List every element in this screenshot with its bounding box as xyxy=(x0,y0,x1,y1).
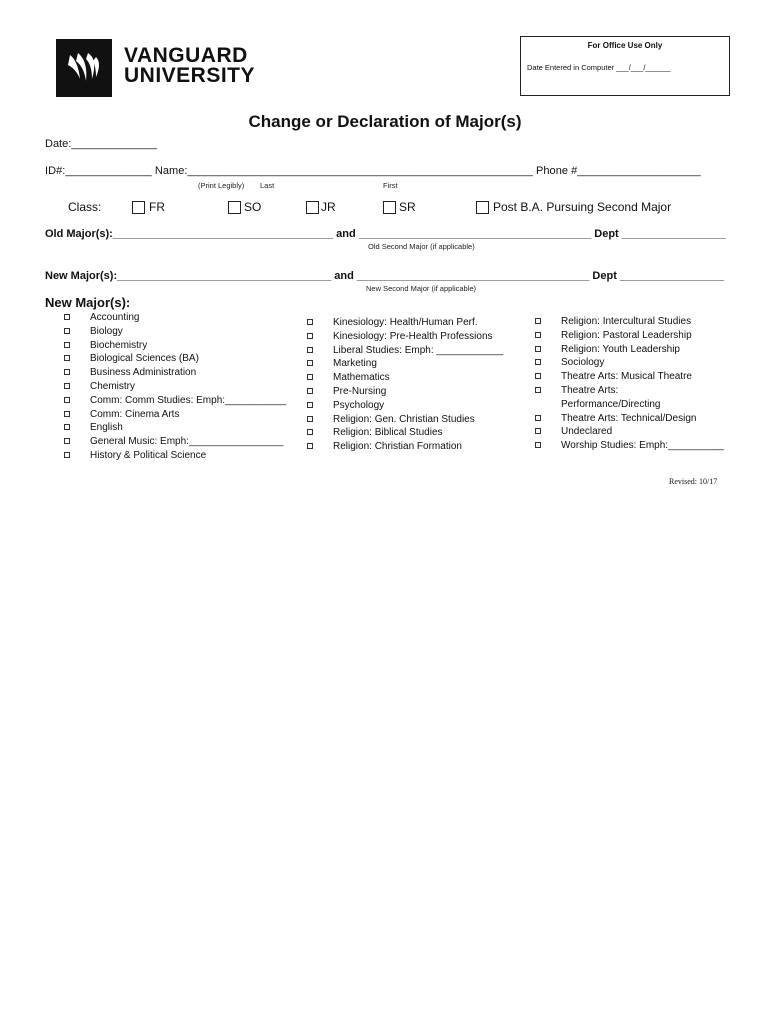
checkbox-icon[interactable] xyxy=(64,369,70,375)
major-label: Performance/Directing xyxy=(561,398,661,410)
major-label: History & Political Science xyxy=(90,449,207,461)
major-label: Religion: Pastoral Leadership xyxy=(561,329,692,341)
major-option[interactable] xyxy=(307,440,503,454)
major-label: Psychology xyxy=(333,399,385,411)
majors-column-1 xyxy=(64,311,286,463)
university-name-line1: VANGUARD xyxy=(124,44,248,67)
class-sr-checkbox[interactable] xyxy=(383,201,396,214)
major-label: Pre-Nursing xyxy=(333,385,387,397)
major-label: Theatre Arts: Technical/Design xyxy=(561,412,697,424)
new-majors-heading: New Major(s): xyxy=(45,295,131,310)
flame-wings-icon xyxy=(56,39,112,97)
major-label: Religion: Biblical Studies xyxy=(333,427,443,439)
major-option[interactable] xyxy=(535,412,724,426)
university-logo-mark xyxy=(56,39,112,97)
major-option[interactable] xyxy=(64,408,286,422)
class-postba-checkbox[interactable] xyxy=(476,201,489,214)
class-fr-checkbox[interactable] xyxy=(132,201,145,214)
major-option[interactable] xyxy=(535,439,724,453)
checkbox-icon[interactable] xyxy=(307,333,313,339)
major-label: Religion: Youth Leadership xyxy=(561,343,680,355)
major-label: English xyxy=(90,422,123,434)
checkbox-icon[interactable] xyxy=(64,383,70,389)
major-label: Accounting xyxy=(90,312,140,323)
name-hint-print: (Print Legibly) xyxy=(198,181,245,190)
checkbox-icon[interactable] xyxy=(64,438,70,444)
major-label: Worship Studies: Emph:__________ xyxy=(561,440,724,452)
old-major-line[interactable]: Old Major(s):____________________________________ and ______________________________________ Dept _________________ xyxy=(45,228,726,240)
major-option[interactable] xyxy=(307,426,503,440)
major-label: Kinesiology: Health/Human Perf. xyxy=(333,317,478,328)
major-label: Religion: Christian Formation xyxy=(333,441,462,453)
major-option[interactable] xyxy=(64,394,286,408)
checkbox-icon[interactable] xyxy=(535,359,541,365)
major-label: Biological Sciences (BA) xyxy=(90,353,199,365)
majors-column-2 xyxy=(307,316,503,454)
major-option[interactable] xyxy=(64,435,286,449)
major-option[interactable] xyxy=(307,385,503,399)
class-jr-label: JR xyxy=(321,200,336,214)
name-hint-last: Last xyxy=(260,181,275,190)
major-label: Theatre Arts: xyxy=(561,384,619,396)
major-label: Sociology xyxy=(561,357,605,369)
major-option[interactable] xyxy=(64,449,286,463)
major-label: Biology xyxy=(90,325,123,337)
major-option[interactable] xyxy=(307,316,503,330)
university-name xyxy=(124,46,255,86)
major-option[interactable] xyxy=(307,357,503,371)
major-option[interactable] xyxy=(64,366,286,380)
class-postba-label: Post B.A. Pursuing Second Major xyxy=(493,200,672,214)
class-label: Class: xyxy=(68,200,102,214)
major-label: Biochemistry xyxy=(90,339,148,351)
checkbox-icon[interactable] xyxy=(535,442,541,448)
major-label: Religion: Gen. Christian Studies xyxy=(333,413,475,425)
major-label: Mathematics xyxy=(333,372,390,384)
major-option[interactable] xyxy=(307,344,503,358)
major-label: General Music: Emph:_________________ xyxy=(90,436,284,448)
checkbox-icon[interactable] xyxy=(307,360,313,366)
checkbox-icon[interactable] xyxy=(307,374,313,380)
checkbox-icon[interactable] xyxy=(307,319,313,325)
class-so-checkbox[interactable] xyxy=(228,201,241,214)
major-option[interactable] xyxy=(64,421,286,435)
major-option-continuation xyxy=(535,398,724,412)
office-use-title: For Office Use Only xyxy=(587,41,663,50)
checkbox-icon[interactable] xyxy=(64,328,70,334)
name-hint-first: First xyxy=(383,181,398,190)
major-label: Marketing xyxy=(333,358,377,370)
major-label: Business Administration xyxy=(90,367,197,379)
office-use-box xyxy=(520,36,730,96)
major-option[interactable] xyxy=(64,380,286,394)
major-option[interactable] xyxy=(307,330,503,344)
major-label: Chemistry xyxy=(90,380,136,392)
major-option[interactable] xyxy=(535,356,724,370)
major-option[interactable] xyxy=(64,311,286,325)
form-title: Change or Declaration of Major(s) xyxy=(248,112,522,131)
new-second-major-hint: New Second Major (if applicable) xyxy=(366,284,477,293)
checkbox-icon[interactable] xyxy=(64,342,70,348)
major-option[interactable] xyxy=(307,413,503,427)
major-label: Liberal Studies: Emph: ____________ xyxy=(333,344,504,356)
major-option[interactable] xyxy=(535,370,724,384)
checkbox-icon[interactable] xyxy=(307,402,313,408)
checkbox-icon[interactable] xyxy=(307,443,313,449)
checkbox-icon[interactable] xyxy=(307,347,313,353)
majors-column-3 xyxy=(535,315,724,453)
class-so-label: SO xyxy=(244,200,262,214)
major-option[interactable] xyxy=(535,329,724,343)
major-option[interactable] xyxy=(535,425,724,439)
checkbox-icon[interactable] xyxy=(64,411,70,417)
university-name-line2: UNIVERSITY xyxy=(124,64,256,87)
id-name-phone-line[interactable]: ID#:______________ Name:________________________________________________________ Phone #____________________ xyxy=(45,165,701,177)
major-label: Undeclared xyxy=(561,426,613,438)
major-label: Comm: Comm Studies: Emph:___________ xyxy=(90,394,287,406)
checkbox-icon[interactable] xyxy=(535,332,541,338)
checkbox-icon[interactable] xyxy=(64,397,70,403)
major-label: Religion: Intercultural Studies xyxy=(561,316,692,327)
checkbox-icon[interactable] xyxy=(64,452,70,458)
checkbox-icon[interactable] xyxy=(64,424,70,430)
major-option[interactable] xyxy=(307,371,503,385)
checkbox-icon[interactable] xyxy=(535,387,541,393)
major-option[interactable] xyxy=(64,339,286,353)
major-option[interactable] xyxy=(535,315,724,329)
major-option[interactable] xyxy=(307,399,503,413)
checkbox-icon[interactable] xyxy=(535,373,541,379)
checkbox-icon[interactable] xyxy=(307,429,313,435)
major-option[interactable] xyxy=(64,352,286,366)
checkbox-icon[interactable] xyxy=(535,428,541,434)
major-label: Kinesiology: Pre-Health Professions xyxy=(333,330,493,342)
major-option[interactable] xyxy=(535,343,724,357)
date-entered-field[interactable]: Date Entered in Computer ___/___/______ xyxy=(527,63,671,72)
class-fr-label: FR xyxy=(149,200,165,214)
revised-date: Revised: 10/17 xyxy=(669,477,718,486)
old-second-major-hint: Old Second Major (if applicable) xyxy=(368,242,475,251)
new-major-line[interactable]: New Major(s):___________________________________ and ______________________________________ Dept _________________ xyxy=(45,270,724,282)
major-label: Comm: Cinema Arts xyxy=(90,408,180,420)
class-jr-checkbox[interactable] xyxy=(306,201,319,214)
major-option[interactable] xyxy=(64,325,286,339)
major-option[interactable] xyxy=(535,384,724,398)
date-field[interactable]: Date:______________ xyxy=(45,138,157,150)
checkbox-icon[interactable] xyxy=(307,388,313,394)
checkbox-icon[interactable] xyxy=(535,346,541,352)
class-sr-label: SR xyxy=(399,200,416,214)
checkbox-icon[interactable] xyxy=(307,416,313,422)
checkbox-icon[interactable] xyxy=(64,314,70,320)
checkbox-icon[interactable] xyxy=(535,415,541,421)
checkbox-icon[interactable] xyxy=(64,355,70,361)
major-label: Theatre Arts: Musical Theatre xyxy=(561,371,692,383)
checkbox-icon[interactable] xyxy=(535,318,541,324)
